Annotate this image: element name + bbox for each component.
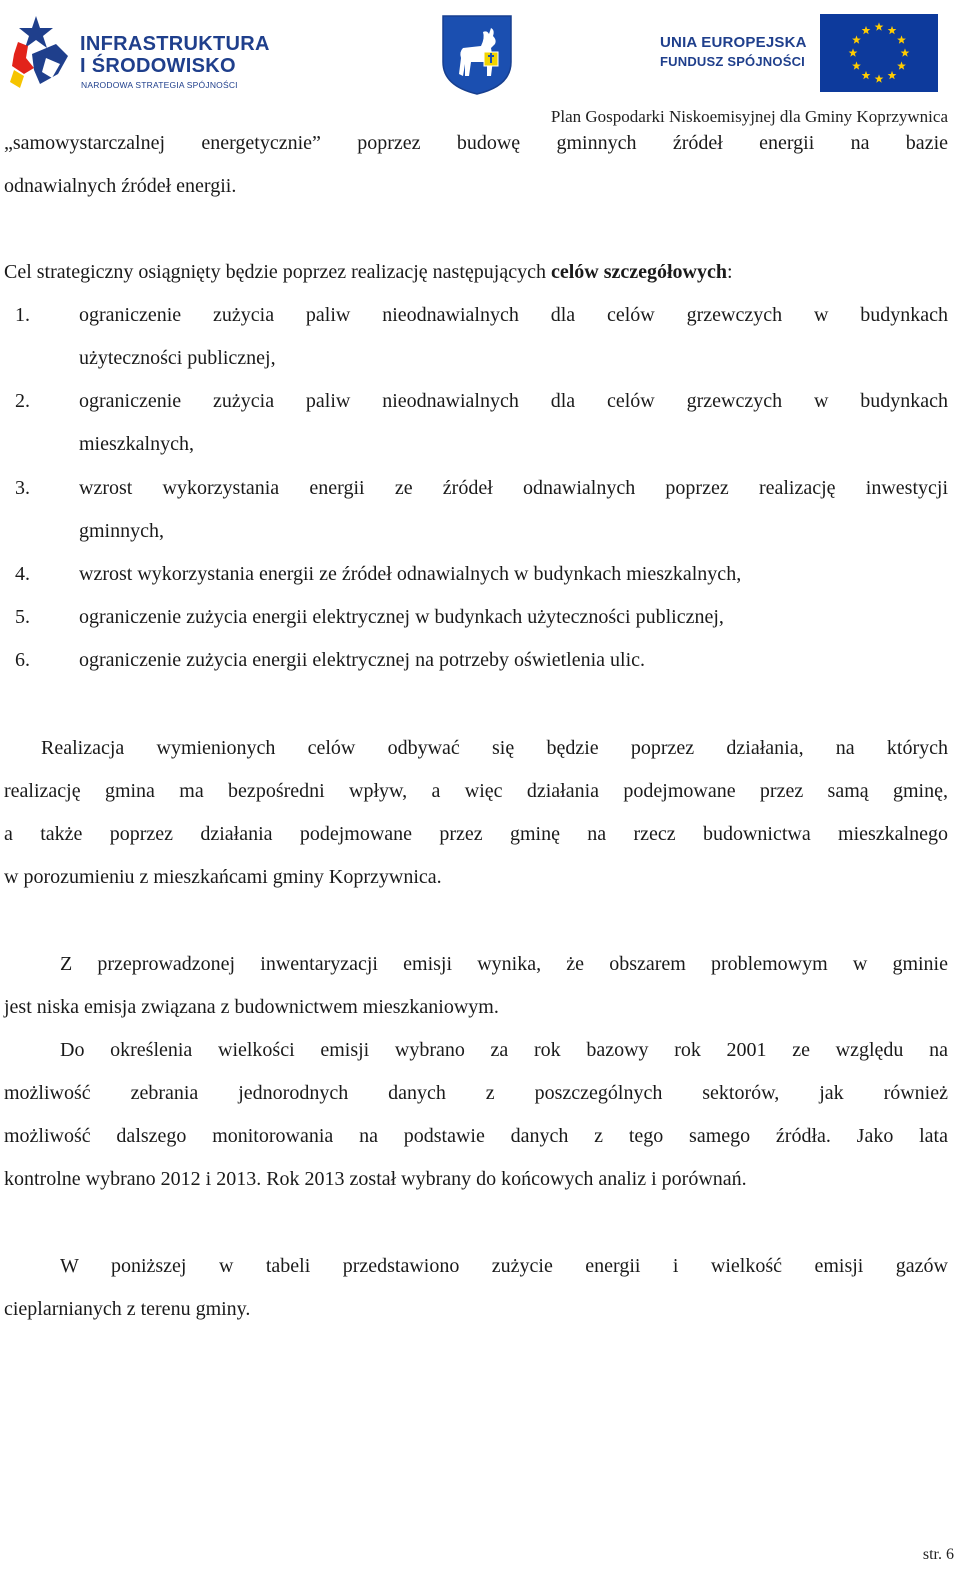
eu-line-2: FUNDUSZ SPÓJNOŚCI — [660, 54, 805, 69]
paragraph-2-line-2: realizację gmina ma bezpośredni wpływ, a więc działania podejmowane przez samą gminę, — [4, 780, 948, 802]
paragraph-3-line-1: Z przeprowadzonej inwentaryzacji emisji wynika, że obszarem problemowym w gminie — [60, 953, 948, 975]
paragraph-2-line-3: a także poprzez działania podejmowane przez gminę na rzecz budownictwa mieszkalnego — [4, 823, 948, 845]
list-item-number: 5. — [15, 606, 30, 628]
eu-line-1: UNIA EUROPEJSKA — [660, 34, 807, 51]
list-item-line: ograniczenie zużycia paliw nieodnawialnych dla celów grzewczych w budynkach — [79, 390, 948, 412]
goal-intro — [4, 255, 948, 289]
paragraph-4-line-1: Do określenia wielkości emisji wybrano za rok bazowy rok 2001 ze względu na — [60, 1039, 948, 1061]
paragraph-2-line-1: Realizacja wymienionych celów odbywać się będzie poprzez działania, na których — [41, 737, 948, 759]
list-item-number: 6. — [15, 649, 30, 671]
page-header — [0, 0, 960, 126]
list-item-line: ograniczenie zużycia energii elektrycznej na potrzeby oświetlenia ulic. — [79, 649, 646, 671]
infrastruktura-srodowisko-logo — [6, 14, 270, 92]
paragraph-4-line-2: możliwość zebrania jednorodnych danych z poszczególnych sektorów, jak również — [4, 1082, 948, 1104]
list-item-number: 4. — [15, 563, 30, 585]
eu-flag-icon — [820, 14, 938, 92]
paragraph-4-line-3: możliwość dalszego monitorowania na podstawie danych z tego samego źródła. Jako lata — [4, 1125, 948, 1147]
paragraph-1-line-2: odnawialnych źródeł energii. — [4, 175, 237, 197]
logo-line-3: NARODOWA STRATEGIA SPÓJNOŚCI — [81, 80, 238, 90]
page-number: str. 6 — [922, 1546, 954, 1563]
logo-line-1: INFRASTRUKTURA — [80, 33, 270, 55]
goal-intro-bold: celów szczegółowych — [550, 261, 727, 283]
paragraph-3-line-2: jest niska emisja związana z budownictwem mieszkaniowym. — [4, 996, 499, 1018]
list-item-line: wzrost wykorzystania energii ze źródeł odnawialnych poprzez realizację inwestycji — [79, 477, 948, 499]
list-item-number: 3. — [15, 477, 30, 499]
paragraph-1-line-1: „samowystarczalnej energetycznie” poprzez budowę gminnych źródeł energii na bazie — [4, 132, 948, 154]
list-item-line: gminnych, — [79, 520, 164, 542]
list-item-line: mieszkalnych, — [79, 433, 194, 455]
list-item-number: 1. — [15, 304, 30, 326]
paragraph-2-line-4: w porozumieniu z mieszkańcami gminy Koprzywnica. — [4, 866, 442, 888]
unia-europejska-logo — [656, 14, 950, 92]
paragraph-4-line-4: kontrolne wybrano 2012 i 2013. Rok 2013 został wybrany do końcowych analiz i porównań. — [4, 1168, 747, 1190]
goat-crest-icon — [441, 14, 513, 96]
stars-emblem-icon — [6, 14, 76, 92]
document-title: Plan Gospodarki Niskoemisyjnej dla Gminy Koprzywnica — [550, 107, 948, 126]
list-item-line: ograniczenie zużycia energii elektrycznej w budynkach użyteczności publicznej, — [79, 606, 724, 628]
list-item-line: wzrost wykorzystania energii ze źródeł odnawialnych w budynkach mieszkalnych, — [79, 563, 742, 585]
list-item-line: użyteczności publicznej, — [79, 347, 276, 369]
paragraph-5-line-1: W poniższej w tabeli przedstawiono zużycie energii i wielkość emisji gazów — [60, 1255, 948, 1277]
logo-line-2: I ŚRODOWISKO — [80, 55, 236, 77]
list-item-number: 2. — [15, 390, 30, 412]
goal-intro-text: Cel strategiczny osiągnięty będzie poprzez realizację następujących — [4, 261, 551, 283]
paragraph-5-line-2: cieplarnianych z terenu gminy. — [4, 1298, 251, 1320]
goal-intro-suffix: : — [727, 261, 733, 283]
list-item-line: ograniczenie zużycia paliw nieodnawialnych dla celów grzewczych w budynkach — [79, 304, 948, 326]
